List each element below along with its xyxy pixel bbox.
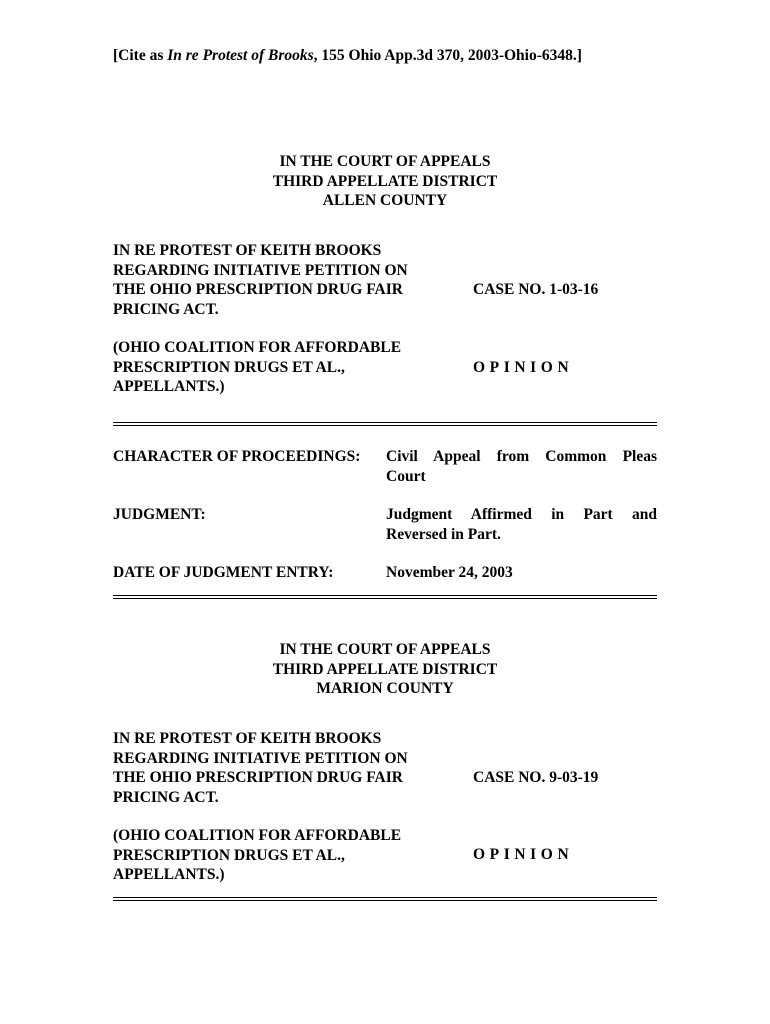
citation-prefix: [Cite as [113, 47, 168, 64]
court-name: IN THE COURT OF APPEALS [279, 641, 491, 658]
county-name: ALLEN COUNTY [322, 192, 448, 209]
caption-line: (OHIO COALITION FOR AFFORDABLE [113, 827, 402, 844]
caption-line: THE OHIO PRESCRIPTION DRUG FAIR [113, 769, 403, 786]
opinion-label-allen: OPINION [473, 359, 574, 376]
judgment-label: JUDGMENT: [113, 506, 206, 523]
caption-line: IN RE PROTEST OF KEITH BROOKS [113, 730, 382, 747]
citation-suffix: , 155 Ohio App.3d 370, 2003-Ohio-6348.] [313, 47, 582, 64]
caption-line: PRICING ACT. [113, 788, 219, 806]
judgment-value [386, 505, 657, 544]
court-name: IN THE COURT OF APPEALS [279, 153, 491, 170]
character-of-proceedings-label: CHARACTER OF PROCEEDINGS: [113, 448, 361, 465]
date-of-judgment-entry-label: DATE OF JUDGMENT ENTRY: [113, 564, 334, 581]
citation-line [113, 47, 582, 65]
value-line: Court [386, 467, 426, 485]
caption-line: APPELLANTS.) [113, 378, 225, 395]
caption-line: IN RE PROTEST OF KEITH BROOKS [113, 242, 382, 259]
value-line: Civil Appeal from Common Pleas [386, 448, 657, 465]
court-heading-allen [0, 152, 770, 211]
caption-line: THE OHIO PRESCRIPTION DRUG FAIR [113, 281, 403, 298]
caption-line: APPELLANTS.) [113, 866, 225, 883]
caption-line: REGARDING INITIATIVE PETITION ON [113, 261, 408, 279]
opinion-label-marion: OPINION [473, 846, 574, 863]
case-caption-protest-allen [113, 241, 408, 319]
case-number-marion: CASE NO. 9-03-19 [473, 769, 599, 786]
case-caption-appellants-marion [113, 826, 401, 885]
case-number-allen: CASE NO. 1-03-16 [473, 281, 599, 298]
caption-line: (OHIO COALITION FOR AFFORDABLE [113, 339, 402, 356]
caption-line: REGARDING INITIATIVE PETITION ON [113, 749, 408, 767]
value-line: Judgment Affirmed in Part and [386, 506, 657, 523]
case-caption-protest-marion [113, 729, 408, 807]
value-line: Reversed in Part. [386, 525, 501, 543]
caption-line: PRICING ACT. [113, 300, 219, 318]
court-heading-marion [0, 640, 770, 699]
date-of-judgment-entry-value: November 24, 2003 [386, 564, 513, 581]
caption-line: PRESCRIPTION DRUGS ET AL., [113, 358, 345, 376]
character-of-proceedings-value [386, 447, 657, 486]
case-caption-appellants-allen [113, 338, 401, 397]
double-rule-divider [113, 595, 657, 599]
district-name: THIRD APPELLATE DISTRICT [272, 660, 498, 678]
caption-line: PRESCRIPTION DRUGS ET AL., [113, 846, 345, 864]
citation-case-name: In re Protest of Brooks [167, 47, 314, 64]
double-rule-divider [113, 422, 657, 426]
district-name: THIRD APPELLATE DISTRICT [272, 172, 498, 190]
county-name: MARION COUNTY [316, 680, 454, 697]
double-rule-divider [113, 897, 657, 901]
